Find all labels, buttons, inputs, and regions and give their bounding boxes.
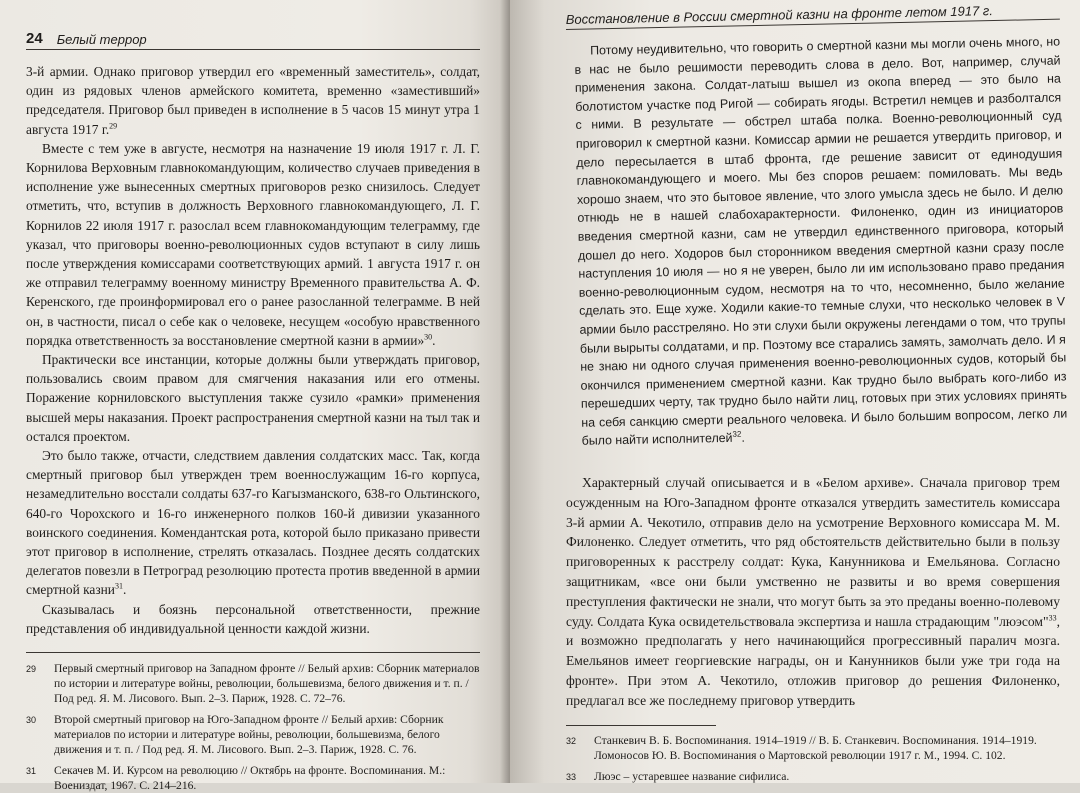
right-page xyxy=(510,0,1080,783)
footnote xyxy=(26,661,480,706)
running-title: Белый террор xyxy=(56,32,147,47)
footnote xyxy=(566,733,1060,763)
quote-paragraph: Потому неудивительно, что говорить о смертной казни мы могли очень много, но в нас не было решимости переводить слова в дело. Вот, например, случай применения закона. Солдат-латыш вышел из окопа вперед — это было на болотистом участке под Ригой — собирать ягоды. Встретил немцев и разболтался с ними. В результате — обстрел штаба полка. Военно-революционный суд приговорил к смертной казни. Комиссар армии не решается утвердить приговор, и дело пересылается в штаб фронта, где решение зависит от единодушия главнокомандующего и моего. Мы без споров решаем: помиловать. Мы ведь хорошо знаем, что это бытовое явление, что злого умысла здесь не было. И делю отнюдь не в нашей слабохарактерности. Филоненко, один из инициаторов введения смертной казни, сам не утвердил единственного приговора, который дошел до него. Ходоров был сторонником введения смертной казни сразу после наступления 10 июля — но я не уверен, было ли им использовано право предания военно-революционным судом, несмотря на то что, несомненно, было желание сделать это. Еще хуже. Ходили какие-то темные слухи, что несколько человек в V армии было расстреляно. Но эти слухи были окружены легендами о том, что трупы были вырыты солдатами, и пр. Поэтому все старались замять, замолчать дело. И я не знаю ни одного случая применения военно-революционных судов, который бы окончился применением смертной казни. Как трудно было выбрать кого-либо из перешедших черту, так трудно было найти лиц, готовых при этих условиях принять на себя санкцию смерти реального человека. И было большим вопросом, легко ли было найти исполнителей$^{32}$. xyxy=(574,34,1068,449)
footnote-text: Первый смертный приговор на Западном фронте // Белый архив: Сборник материалов по истории и литературе войны, революции, большевизма, белого движения и т. п. / Под ред. Я. М. Лисового. Вып. 2–3. Париж, 1928. С. 72–76. xyxy=(54,662,480,706)
footnote xyxy=(26,763,480,793)
right-page-header xyxy=(566,2,1060,30)
footnote xyxy=(566,769,1060,785)
footnote-number: 29 xyxy=(26,664,37,675)
running-title: Восстановление в России смертной казни на фронте летом 1917 г. xyxy=(565,3,994,28)
paragraph: Практически все инстанции, которые должны были утверждать приговор, пользовались своим правом для смягчения наказания или его отмены. Поражение корниловского выступления также сузило «рамки» применения высшей меры наказания. Проект распространения смертной казни на тыл так и остался проектом. xyxy=(26,352,480,444)
left-page-header xyxy=(26,30,480,50)
footnote-number: 31 xyxy=(26,766,37,777)
footnote-number: 32 xyxy=(566,735,577,746)
right-footnotes xyxy=(566,725,1060,785)
paragraph: Это было также, отчасти, следствием давления солдатских масс. Так, когда смертный приговор был утвержден трем военнослужащим 16-го корпуса, незамедлительно восстали солдаты 637-го Кагызманского, 638-го Ольтинского, 640-го Чорохского и 16-го инженерного полков 160-й дивизии указанного воинского соединения. Комендантская рота, которой было приказано привести этот приговор в исполнение, стрелять отказалась. Позднее десять солдатских делегатов повезли в Петроград резолюцию протеста против введенной в армии смертной казни$^{31}$. xyxy=(26,448,480,598)
footnote-ref[interactable]: 29 xyxy=(109,121,118,131)
paragraph: Вместе с тем уже в августе, несмотря на назначение 19 июля 1917 г. Л. Г. Корнилова Верховным главнокомандующим, количество случаев приведения в исполнение уже вынесенных смертных приговоров резко снизилось. Следует отметить, что, вступив в должность Верховного главнокомандующего, Л. Г. Корнилов 22 июля 1917 г. разослал всем главнокомандующим телеграмму, где указал, что приговоры военно-революционных судов вступают в силу лишь после утверждения комиссарами соответствующих армий. 1 августа 1917 г. он же отправил телеграмму военному министру Временного правительства А. Ф. Керенского, где проинформировал его о ранее разосланной телеграмме. В ней он, в частности, писал о себе как о человеке, несущем «особую нравственного порядка ответственность за восстановление смертной казни в армии»$^{30}$. xyxy=(26,140,480,348)
left-footnotes xyxy=(26,652,480,793)
footnote xyxy=(26,712,480,757)
footnote-text: Секачев М. И. Курсом на революцию // Октябрь на фронте. Воспоминания. М.: Воениздат, 1967. С. 214–216. xyxy=(54,764,446,793)
left-page xyxy=(0,0,510,793)
paragraph: Сказывалась и боязнь персональной ответственности, прежние представления об индивидуальной ценности каждой жизни. xyxy=(26,601,480,636)
left-body-text xyxy=(26,62,480,638)
paragraph: 3-й армии. Однако приговор утвердил его «временный заместитель», солдат, один из рядовых членов армейского комитета, временно «заместивший» председателя. Приговор был приведен в исполнение в 5 часов 15 минут утра 1 августа 1917 г.$^{29}$ xyxy=(26,64,480,137)
footnote-ref[interactable]: 32 xyxy=(732,430,742,440)
footnote-text: Люэс – устаревшее название сифилиса. xyxy=(594,769,790,783)
footnote-text: Станкевич В. Б. Воспоминания. 1914–1919 // В. Б. Станкевич. Воспоминания. 1914–1919. Ломоносов Ю. В. Воспоминания о Мартовской революции 1917 г. М., 1994. С. 102. xyxy=(594,733,1037,762)
block-quote xyxy=(566,33,1068,451)
footnote-text: Второй смертный приговор на Юго-Западном фронте // Белый архив: Сборник материалов по истории и литературе войны, революции, большевизма, белого движения и т. п. / Под ред. Я. М. Лисового. Вып. 2–3. Париж, 1928. С. 76. xyxy=(54,713,444,757)
footnote-ref[interactable]: 33 xyxy=(1048,613,1057,623)
paragraph: Характерный случай описывается и в «Белом архиве». Сначала приговор трем осужденным на Юго-Западном фронте отказался утвердить заместитель комиссара 3-й армии А. Чекотило, отправив дело на усмотрение Верховного комиссара М. М. Филоненко. Следует отметить, что ряд обстоятельств действительно были в пользу приговоренных к расстрелу солдат: Кука, Канунникова и Емельянова. Согласно защитникам, «все они были умственно не развиты и во время совершения преступления фактически не знали, что могут быть за это преданы военно-полевому суду. Солдата Кука освидетельствовала экспертиза и нашла страдающим "люэсом"$^{33}$, и возможно предполагать у него начинающийся прогрессивный паралич мозга. Емельянов имеет георгиевские награды, он и Канунников были уже три года на фронте». При этом А. Чекотило, отложив приговор до решения Филоненко, предлагал все же последнему приговор утвердить xyxy=(566,475,1060,708)
footnote-ref[interactable]: 31 xyxy=(114,582,123,592)
footnote-number: 33 xyxy=(566,771,577,782)
page-number: 24 xyxy=(26,30,43,47)
right-body-text xyxy=(566,473,1060,711)
footnote-ref[interactable]: 30 xyxy=(424,332,433,342)
footnote-number: 30 xyxy=(26,715,37,726)
